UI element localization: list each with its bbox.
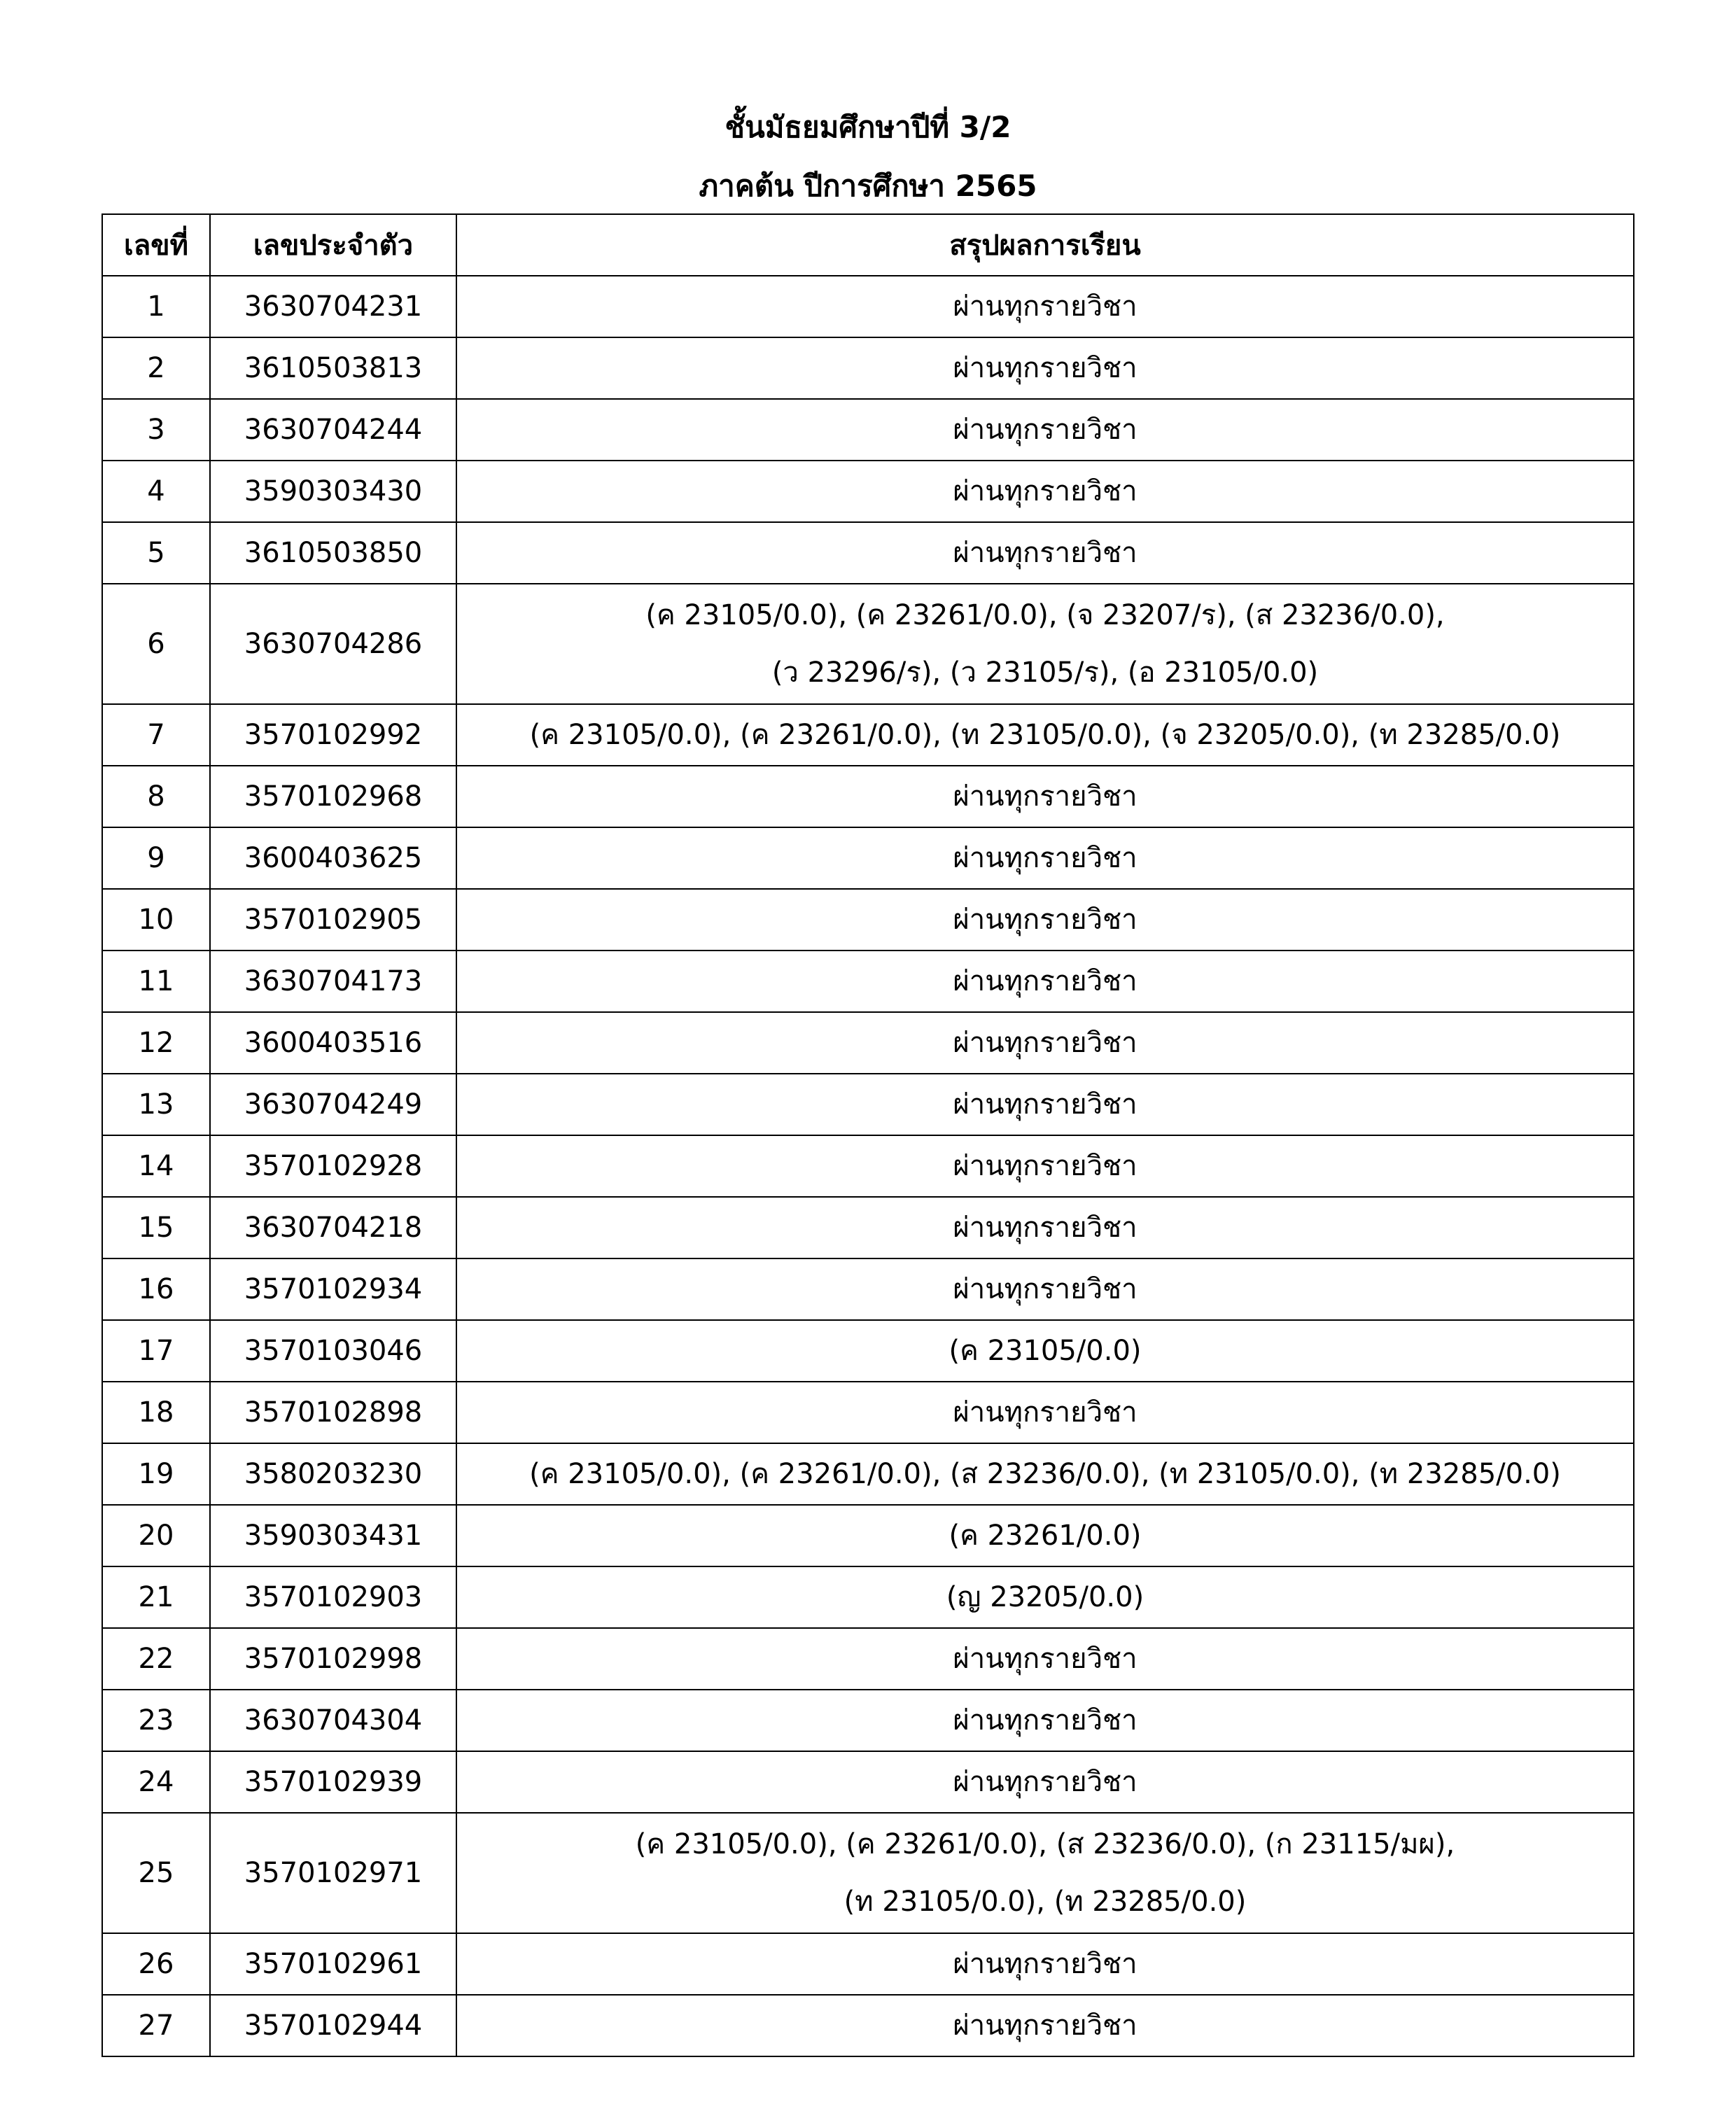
result-summary (456, 1443, 1634, 1505)
result-summary (456, 1813, 1634, 1933)
result-line: ผ่านทุกรายวิชา (953, 1396, 1138, 1429)
result-summary (456, 704, 1634, 766)
header-student-id: เลขประจำตัว (210, 214, 456, 276)
student-id: 3570102961 (210, 1933, 456, 1995)
result-summary (456, 584, 1634, 704)
table-row (102, 461, 1634, 522)
student-id: 3570103046 (210, 1320, 456, 1382)
result-line: ผ่านทุกรายวิชา (953, 1027, 1138, 1059)
table-row (102, 704, 1634, 766)
table-row (102, 1751, 1634, 1813)
result-summary (456, 1566, 1634, 1628)
table-row (102, 1443, 1634, 1505)
result-summary (456, 889, 1634, 951)
student-id: 3610503813 (210, 337, 456, 399)
result-summary (456, 1320, 1634, 1382)
table-row (102, 827, 1634, 889)
table-row (102, 1258, 1634, 1320)
result-summary (456, 951, 1634, 1012)
student-id: 3570102903 (210, 1566, 456, 1628)
row-number: 19 (102, 1443, 210, 1505)
result-summary (456, 1751, 1634, 1813)
student-id: 3630704218 (210, 1197, 456, 1258)
result-summary (456, 276, 1634, 337)
student-id: 3570102944 (210, 1995, 456, 2056)
result-line: ผ่านทุกรายวิชา (953, 780, 1138, 813)
result-summary (456, 1197, 1634, 1258)
table-row (102, 1135, 1634, 1197)
row-number: 17 (102, 1320, 210, 1382)
row-number: 27 (102, 1995, 210, 2056)
result-line: ผ่านทุกรายวิชา (953, 1766, 1138, 1798)
student-id: 3610503850 (210, 522, 456, 584)
row-number: 3 (102, 399, 210, 461)
result-line: ผ่านทุกรายวิชา (953, 537, 1138, 569)
student-id: 3630704173 (210, 951, 456, 1012)
table-row (102, 1813, 1634, 1933)
table-row (102, 337, 1634, 399)
result-line: ผ่านทุกรายวิชา (953, 1088, 1138, 1121)
result-line: (ท 23105/0.0), (ท 23285/0.0) (844, 1886, 1247, 1918)
result-line: ผ่านทุกรายวิชา (953, 2010, 1138, 2042)
row-number: 16 (102, 1258, 210, 1320)
table-row (102, 1382, 1634, 1443)
result-summary (456, 461, 1634, 522)
row-number: 21 (102, 1566, 210, 1628)
table-row (102, 1933, 1634, 1995)
row-number: 24 (102, 1751, 210, 1813)
row-number: 12 (102, 1012, 210, 1074)
row-number: 2 (102, 337, 210, 399)
row-number: 13 (102, 1074, 210, 1135)
student-id: 3600403625 (210, 827, 456, 889)
result-line: ผ่านทุกรายวิชา (953, 1643, 1138, 1675)
result-line: ผ่านทุกรายวิชา (953, 965, 1138, 997)
result-summary (456, 1995, 1634, 2056)
table-row (102, 951, 1634, 1012)
table-row (102, 1690, 1634, 1751)
result-summary (456, 1012, 1634, 1074)
result-line: ผ่านทุกรายวิชา (953, 1150, 1138, 1182)
table-row (102, 1320, 1634, 1382)
row-number: 5 (102, 522, 210, 584)
result-line: ผ่านทุกรายวิชา (953, 904, 1138, 936)
row-number: 6 (102, 584, 210, 704)
student-id: 3570102971 (210, 1813, 456, 1933)
row-number: 7 (102, 704, 210, 766)
row-number: 15 (102, 1197, 210, 1258)
result-line: (ค 23105/0.0), (ค 23261/0.0), (ส 23236/0.0), (ก 23115/มผ), (635, 1828, 1455, 1860)
student-id: 3590303431 (210, 1505, 456, 1566)
table-row (102, 522, 1634, 584)
result-line: ผ่านทุกรายวิชา (953, 1273, 1138, 1305)
table-row (102, 1566, 1634, 1628)
student-id: 3630704244 (210, 399, 456, 461)
result-line: ผ่านทุกรายวิชา (953, 414, 1138, 446)
student-id: 3630704231 (210, 276, 456, 337)
table-row (102, 1012, 1634, 1074)
result-summary (456, 1628, 1634, 1690)
row-number: 22 (102, 1628, 210, 1690)
table-header-row (102, 214, 1634, 276)
row-number: 26 (102, 1933, 210, 1995)
row-number: 1 (102, 276, 210, 337)
header-result-summary: สรุปผลการเรียน (456, 214, 1634, 276)
result-summary (456, 1933, 1634, 1995)
result-line: (ว 23296/ร), (ว 23105/ร), (อ 23105/0.0) (771, 657, 1319, 689)
student-id: 3630704304 (210, 1690, 456, 1751)
result-line: (ค 23261/0.0) (948, 1520, 1142, 1552)
header-number: เลขที่ (102, 214, 210, 276)
result-summary (456, 399, 1634, 461)
table-body (102, 276, 1634, 2056)
result-summary (456, 1258, 1634, 1320)
result-line: (ค 23105/0.0), (ค 23261/0.0), (ท 23105/0.0), (จ 23205/0.0), (ท 23285/0.0) (529, 719, 1561, 751)
table-row (102, 584, 1634, 704)
result-summary (456, 522, 1634, 584)
page-subtitle: ภาคต้น ปีการศึกษา 2565 (699, 169, 1037, 203)
row-number: 11 (102, 951, 210, 1012)
table-row (102, 276, 1634, 337)
student-id: 3570102934 (210, 1258, 456, 1320)
result-line: ผ่านทุกรายวิชา (953, 1704, 1138, 1737)
row-number: 4 (102, 461, 210, 522)
table-row (102, 1074, 1634, 1135)
row-number: 23 (102, 1690, 210, 1751)
table-row (102, 1628, 1634, 1690)
result-summary (456, 1690, 1634, 1751)
student-id: 3630704249 (210, 1074, 456, 1135)
page-title: ชั้นมัธยมศึกษาปีที่ 3/2 (724, 110, 1011, 144)
result-summary (456, 1382, 1634, 1443)
table-row (102, 1197, 1634, 1258)
result-line: ผ่านทุกรายวิชา (953, 1948, 1138, 1980)
result-line: (ค 23105/0.0), (ค 23261/0.0), (ส 23236/0.0), (ท 23105/0.0), (ท 23285/0.0) (529, 1458, 1561, 1490)
table-row (102, 889, 1634, 951)
table-row (102, 1505, 1634, 1566)
result-line: ผ่านทุกรายวิชา (953, 475, 1138, 507)
student-id: 3570102968 (210, 766, 456, 827)
result-summary (456, 827, 1634, 889)
student-id: 3590303430 (210, 461, 456, 522)
result-line: ผ่านทุกรายวิชา (953, 1212, 1138, 1244)
student-id: 3570102898 (210, 1382, 456, 1443)
row-number: 10 (102, 889, 210, 951)
result-line: (ญ 23205/0.0) (946, 1581, 1144, 1613)
result-line: ผ่านทุกรายวิชา (953, 290, 1138, 323)
student-id: 3580203230 (210, 1443, 456, 1505)
results-table (102, 213, 1634, 2057)
row-number: 8 (102, 766, 210, 827)
row-number: 25 (102, 1813, 210, 1933)
student-id: 3600403516 (210, 1012, 456, 1074)
result-line: ผ่านทุกรายวิชา (953, 352, 1138, 384)
table-row (102, 1995, 1634, 2056)
result-line: (ค 23105/0.0) (948, 1335, 1142, 1367)
student-id: 3570102992 (210, 704, 456, 766)
row-number: 20 (102, 1505, 210, 1566)
row-number: 9 (102, 827, 210, 889)
result-summary (456, 1135, 1634, 1197)
row-number: 18 (102, 1382, 210, 1443)
result-line: (ค 23105/0.0), (ค 23261/0.0), (จ 23207/ร), (ส 23236/0.0), (645, 599, 1445, 631)
result-line: ผ่านทุกรายวิชา (953, 842, 1138, 874)
student-id: 3570102928 (210, 1135, 456, 1197)
table-row (102, 766, 1634, 827)
result-summary (456, 1074, 1634, 1135)
row-number: 14 (102, 1135, 210, 1197)
student-id: 3570102998 (210, 1628, 456, 1690)
student-id: 3570102939 (210, 1751, 456, 1813)
student-id: 3630704286 (210, 584, 456, 704)
result-summary (456, 337, 1634, 399)
student-id: 3570102905 (210, 889, 456, 951)
result-summary (456, 1505, 1634, 1566)
table-row (102, 399, 1634, 461)
result-summary (456, 766, 1634, 827)
